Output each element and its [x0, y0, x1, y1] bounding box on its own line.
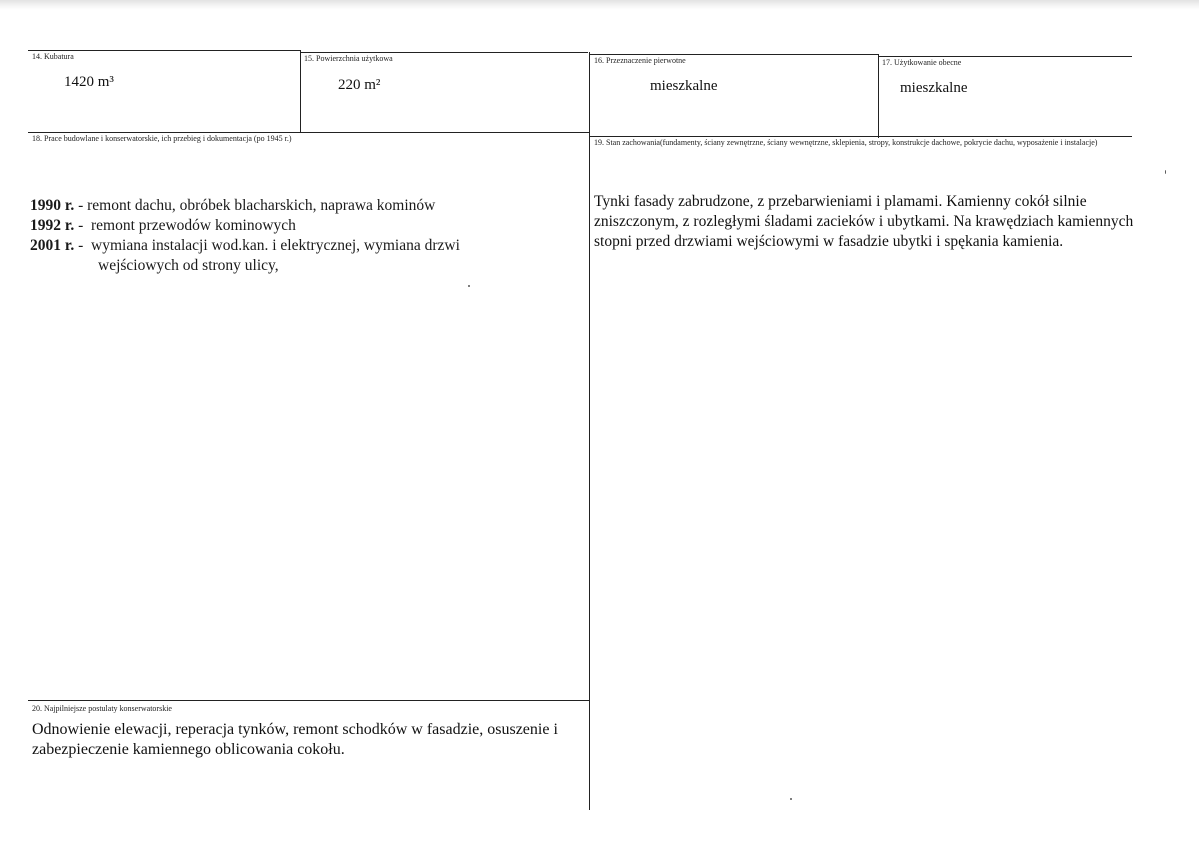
field-20-label: 20. Najpilniejsze postulaty konserwatorskie — [32, 704, 172, 713]
history-entry — [30, 236, 550, 256]
rule — [28, 50, 300, 51]
field-17-label: 17. Użytkowanie obecne — [882, 58, 962, 67]
history-year: 1990 r. — [30, 197, 75, 214]
scan-speck — [468, 285, 470, 287]
field-17-value: mieszkalne — [900, 80, 968, 96]
divider — [878, 54, 879, 138]
rule — [28, 132, 590, 133]
history-year: 2001 r. — [30, 237, 75, 254]
field-15-value: 220 m² — [338, 77, 381, 93]
field-16-label: 16. Przeznaczenie pierwotne — [594, 56, 686, 65]
history-entry — [30, 216, 550, 236]
history-text: wymiana instalacji wod.kan. i elektrycznej, wymiana drzwi — [91, 237, 460, 254]
conservation-postulates: Odnowienie elewacji, reperacja tynków, remont schodków w fasadzie, osuszenie i zabezpieczenie kamiennego oblicowania cokołu. — [32, 721, 558, 758]
history-separator: - — [74, 237, 92, 254]
divider — [589, 52, 590, 810]
history-text: remont dachu, obróbek blacharskich, naprawa kominów — [87, 197, 436, 214]
history-separator: - — [74, 217, 92, 234]
rule — [590, 136, 1132, 137]
works-history-list — [30, 196, 550, 276]
field-14-value: 1420 m³ — [64, 74, 114, 90]
rule — [300, 52, 588, 53]
field-16-value: mieszkalne — [650, 78, 718, 94]
history-separator: - — [74, 197, 88, 214]
scan-speck — [790, 798, 792, 800]
history-year: 1992 r. — [30, 217, 75, 234]
history-entry — [30, 196, 550, 216]
condition-description: Tynki fasady zabrudzone, z przebarwieniami i plamami. Kamienny cokół silnie zniszczonym, z rozległymi śladami zacieków i ubytkami. Na krawędziach kamiennych stopni przed drzwiami wejściowymi w fasadzie ubytki i spękania kamienia. — [594, 193, 1134, 250]
scan-edge — [0, 0, 1199, 10]
history-text: remont przewodów kominowych — [91, 217, 296, 234]
field-19-label: 19. Stan zachowania(fundamenty, ściany zewnętrzne, ściany wewnętrzne, sklepienia, stropy, konstrukcje dachowe, pokrycie dachu, wyposażenie i instalacje) — [594, 138, 1098, 147]
field-14-label: 14. Kubatura — [32, 52, 74, 61]
field-18-label: 18. Prace budowlane i konserwatorskie, ich przebieg i dokumentacja (po 1945 r.) — [32, 134, 292, 143]
rule — [590, 54, 878, 55]
scan-speck — [1165, 170, 1166, 174]
rule — [28, 700, 590, 701]
divider — [300, 50, 301, 132]
history-continuation: wejściowych od strony ulicy, — [98, 257, 279, 274]
rule — [878, 56, 1132, 57]
field-15-label: 15. Powierzchnia użytkowa — [304, 54, 393, 63]
